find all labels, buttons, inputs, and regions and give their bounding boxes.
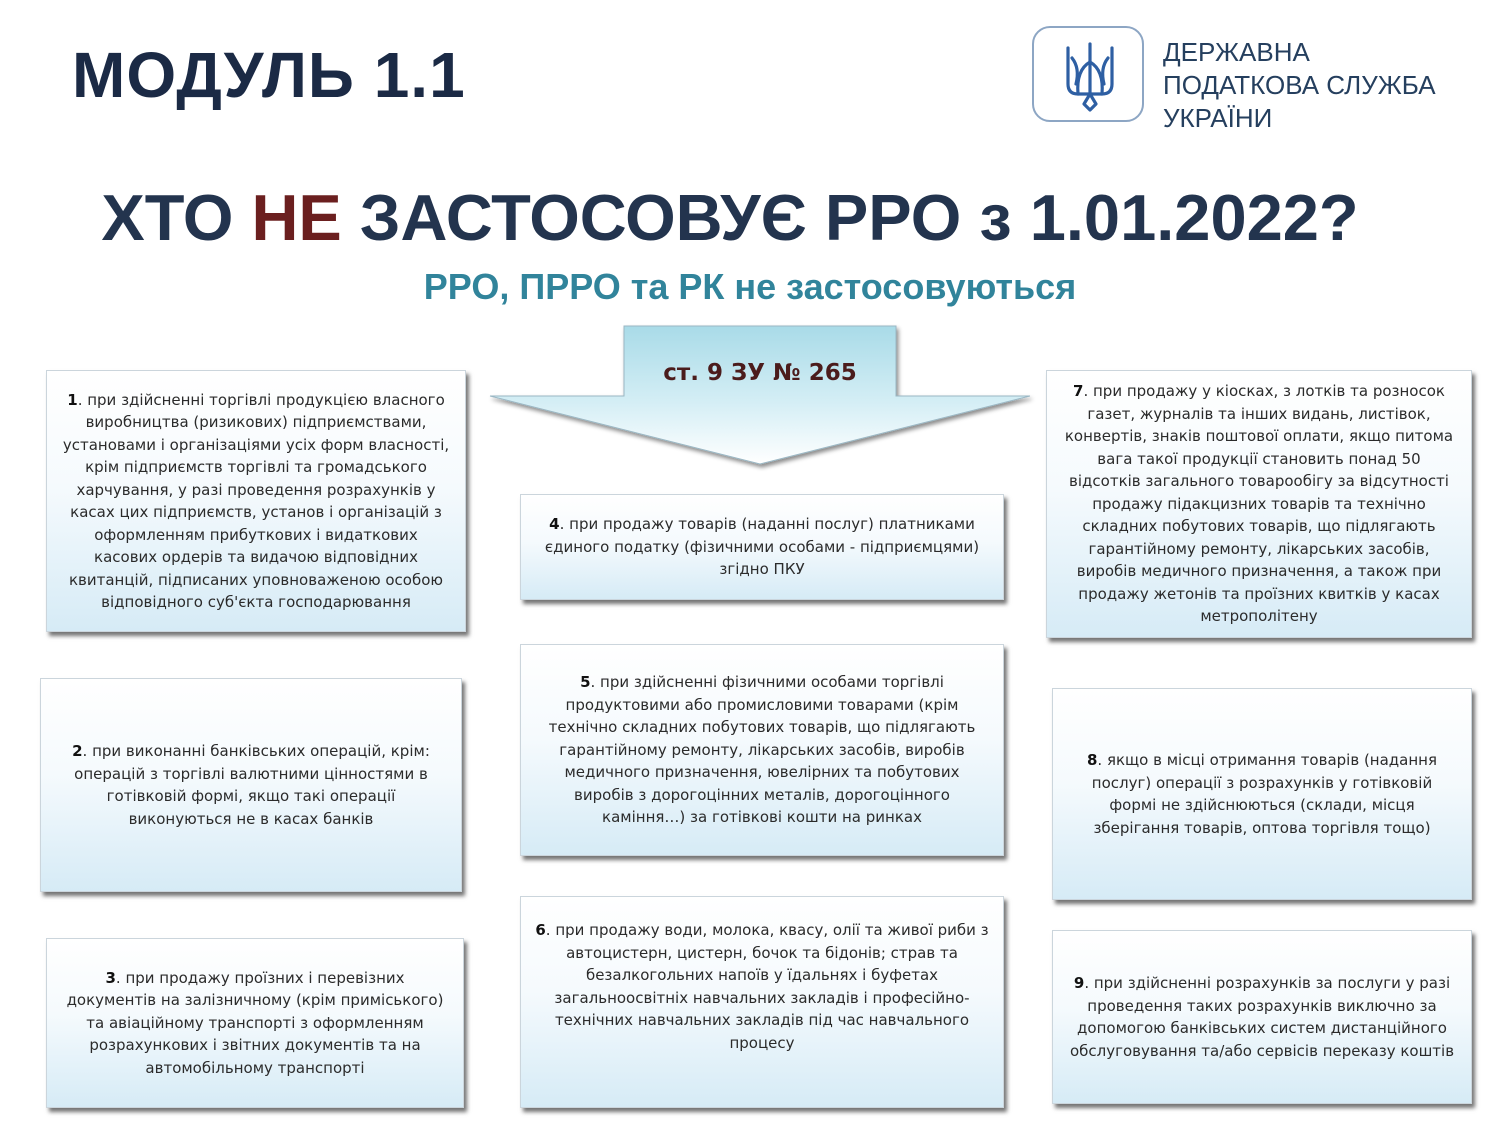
- headline-negation: НЕ: [251, 181, 342, 254]
- case-box-6: [520, 896, 1004, 1108]
- case-text-8: [1067, 749, 1457, 839]
- headline-part-2: ЗАСТОСОВУЄ РРО з 1.01.2022?: [341, 181, 1359, 254]
- case-description-3: . при продажу проїзних і перевізних документів на залізничному (крім приміського) та авіаційному транспорті з оформленням розрахункових і звітних документів та на автомобільному транспорті: [66, 968, 444, 1077]
- headline: [0, 180, 1460, 255]
- case-text-1: [61, 389, 451, 614]
- subheadline: РРО, ПРРО та РК не застосовуються: [423, 266, 1077, 307]
- case-number-8: 8: [1086, 751, 1098, 769]
- module-title: МОДУЛЬ 1.1: [72, 39, 466, 111]
- headline-part-1: ХТО: [101, 181, 252, 254]
- case-description-8: . якщо в місці отримання товарів (надання послуг) операції з розрахунків у готівковій формі не здійснюються (склади, місця зберігання товарів, оптова торгівля тощо): [1091, 751, 1437, 837]
- case-text-7: [1061, 380, 1457, 628]
- case-description-4: . при продажу товарів (наданні послуг) платниками єдиного податку (фізичними особами - підприємцями) згідно ПКУ: [544, 515, 980, 579]
- case-text-5: [535, 671, 989, 829]
- case-description-6: . при продажу води, молока, квасу, олії та живої риби з автоцистерн, цистерн, бочок та бідонів; страв та безалкогольних напоїв у їдальнях і буфетах загальноосвітніх навчальних закладів і професійно-технічних навчальних закладів під час навчального процесу: [545, 921, 989, 1052]
- agency-name-line-3: УКРАЇНИ: [1163, 103, 1273, 133]
- down-arrow-icon: [488, 324, 1036, 472]
- case-number-1: 1: [67, 390, 78, 409]
- case-text-6: [535, 919, 989, 1054]
- case-number-2: 2: [72, 742, 83, 760]
- case-number-6: 6: [535, 921, 546, 939]
- law-reference: ст. 9 ЗУ № 265: [663, 360, 857, 386]
- trident-icon: [1062, 40, 1118, 112]
- case-box-1: [46, 370, 466, 632]
- case-box-3: [46, 938, 464, 1108]
- case-number-7: 7: [1073, 382, 1084, 401]
- case-text-2: [55, 740, 447, 830]
- case-box-7: [1046, 370, 1472, 638]
- case-description-9: . при здійсненні розрахунків за послуги у разі проведення таких розрахунків виключно за допомогою банківських систем дистанційного обслуговування та/або сервісів переказу коштів: [1069, 974, 1455, 1060]
- agency-logo: [1032, 26, 1144, 122]
- case-description-1: . при здійсненні торгівлі продукцією власного виробництва (ризикових) підприємствами, установами і організаціями усіх форм власності, крім підприємств торгівлі та громадського харчування, у разі проведення розрахунків у касах цих підприємств, установ і організацій з оформленням прибуткових і видаткових касових ордерів та видачою відповідних квитанцій, підписаних уповноваженою особою відповідного суб'єкта господарювання: [62, 390, 450, 611]
- case-box-5: [520, 644, 1004, 856]
- case-box-8: [1052, 688, 1472, 900]
- case-box-4: [520, 494, 1004, 600]
- case-number-5: 5: [580, 673, 591, 692]
- agency-name-line-1: ДЕРЖАВНА: [1163, 37, 1310, 67]
- case-description-5: . при здійсненні фізичними особами торгівлі продуктовими або промисловими товарами (крім технічно складних побутових товарів, що підлягають гарантійному ремонту, лікарських засобів, виробів медичного призначення, ювелірних та побутових виробів з дорогоцінних металів, дорогоцінного каміння…) за готівкові кошти на ринках: [548, 673, 976, 827]
- agency-name-line-2: ПОДАТКОВА СЛУЖБА: [1163, 70, 1436, 100]
- case-number-3: 3: [105, 968, 116, 987]
- case-box-9: [1052, 930, 1472, 1104]
- case-text-4: [535, 513, 989, 581]
- case-number-9: 9: [1073, 974, 1085, 992]
- case-number-4: 4: [549, 515, 560, 534]
- case-box-2: [40, 678, 462, 892]
- case-text-9: [1067, 972, 1457, 1062]
- case-description-7: . при продажу у кіосках, з лотків та розносок газет, журналів та інших видань, листівок, конвертів, знаків поштової оплати, якщо питома вага такої продукції становить понад 50 відсотків загального товарообігу за відсутності продажу підакцизних товарів та технічно складних побутових товарів, що підлягають гарантійному ремонту, лікарських засобів, виробів медичного призначення, а також при продажу жетонів та проїзних квитків у касах метрополітену: [1064, 382, 1454, 626]
- case-description-2: . при виконанні банківських операцій, крім: операцій з торгівлі валютними цінностями в готівковій формі, якщо такі операції виконуються не в касах банків: [74, 742, 430, 828]
- case-text-3: [61, 967, 449, 1080]
- agency-name: [1163, 36, 1436, 135]
